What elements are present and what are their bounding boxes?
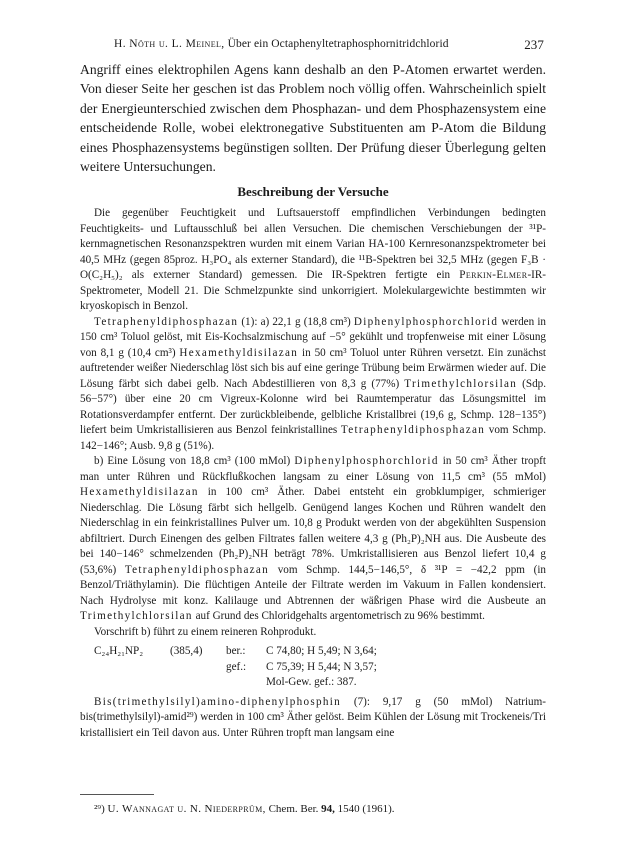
- running-head-text: [114, 38, 449, 50]
- running-head-title: Über ein Octaphenyltetraphosphornitridchlorid: [227, 38, 449, 50]
- analysis-rows: [226, 644, 377, 691]
- analysis-molar-mass: (385,4): [170, 645, 203, 657]
- section-heading: Beschreibung der Versuche: [237, 184, 389, 199]
- analysis-formula: C₂₄H₂₁NP₂: [94, 645, 144, 657]
- compound-name: Diphenylphosphorchlorid: [353, 315, 499, 328]
- compound-name: Tetraphenyldiphosphazan: [124, 563, 270, 576]
- elemental-analysis: [94, 644, 546, 691]
- footnote-marker: ²⁹): [94, 803, 105, 815]
- footnote-pages: 1540 (1961).: [337, 803, 395, 815]
- intro-text: Angriff eines elektrophilen Agens kann deshalb an den P-Atomen erwartet werden. Von dieser Seite her geschen ist das Problem noch völlig offen. Wahrscheinlich spielt der Energieunterschied zwischen dem Phosphazan- und dem Phosphazensystem eine entscheidende Rolle, wobei elektronegative Substituenten am P-Atom die Bildung eines Phosphazensystems begünstigen sollten. Der Prüfung dieser Überlegung gelten weitere Untersuchungen.: [80, 62, 546, 175]
- compound-name: Trimethylchlorsilan: [404, 377, 518, 390]
- compound-name: Bis(trimethylsilyl)amino-diphenylphosphin: [94, 695, 342, 708]
- intro-paragraph: [80, 60, 546, 176]
- compound-name: Hexamethyldisilazan: [80, 486, 199, 498]
- footnote-divider: [80, 794, 154, 795]
- footnote-volume: 94,: [321, 803, 335, 815]
- procedure-note: Vorschrift b) führt zu einem reineren Rohprodukt.: [94, 625, 317, 638]
- procedure-b-paragraph: b) Eine Lösung von 18,8 cm³ (100 mMol) Diphenylphosphorchlorid in 50 cm³ Äther tropft man unter Rühren und Rückflußkochen langsam zu einer Lösung von 11,5 cm³ (55 mMol) Hexamethyldisilazan in 100 cm³ Äther. Dabei entsteht ein grobklumpiger, schmieriger Niederschlag. Die Lösung färbt sich hellgelb. Genügend langes Kochen und Rühren wandelt den Niederschlag in ein feinkristallines Pulver um. 10,8 g Produkt werden von der abgekühlten Suspension abfiltriert. Durch Einengen des gelben Filtrates fallen weitere 4,3 g (Ph₂P)₂NH aus. Die Ausbeute des bei 140−146° schmelzenden (Ph₂P)₂NH beträgt 78%. Umkristallisieren aus Benzol liefert 10,4 g (53,6%) Tetraphenyldiphosphazan vom Schmp. 144,5−146,5°, δ ³¹P = −42,2 ppm (in Benzol/Triäthylamin). Die flüchtigen Anteile der Filtrate werden im Vakuum in Fallen kondensiert. Nach Hydrolyse mit konz. Kalilauge und Abtrennen der wäßrigen Phase wird die Ausbeute an Trimethylchlorsilan auf Grund des Chloridgehalts argentometrisch zu 96% bestimmt.: [80, 455, 546, 622]
- methods-paragraph: Die gegenüber Feuchtigkeit und Luftsauerstoff empfindlichen Verbindungen bedingten Feuchtigkeits- und Luftausschluß bei allen Versuchen. Die chemischen Verschiebungen der ³¹P-kernmagnetischen Resonanzspektren wurden mit einem Varian HA-100 Kernresonanzspektrometer bei 40,5 MHz (gegen 85proz. H₃PO₄ als externer Standard), die ¹¹B-Spektren bei 32,5 MHz (gegen F₃B · O(C₂H₅)₂ als externer Standard) gemessen. Die IR-Spektren fertigte ein Perkin-Elmer-IR-Spektrometer, Modell 21. Die Schmelzpunkte sind unkorrigiert. Molekulargewichte bestimmten wir kryoskopisch in Benzol.: [80, 207, 546, 312]
- footnote-29: [94, 802, 546, 816]
- footnote-authors: U. Wannagat u. N. Niederprüm,: [107, 803, 266, 815]
- analysis-row: gef.: C 75,39; H 5,44; N 3,57;: [226, 660, 377, 673]
- procedure-7-paragraph: Bis(trimethylsilyl)amino-diphenylphosphin (7): 9,17 g (50 mMol) Natrium-bis(trimethylsilyl)-amid²⁹) werden in 100 cm³ Äther gelöst. Beim Kühlen der Lösung mit Trockeneis/Tri kristallisiert ein Teil davon aus. Unter Rühren tropft man langsam eine: [80, 695, 546, 739]
- footnote-journal: Chem. Ber.: [268, 803, 319, 815]
- analysis-row: Mol-Gew. gef.: 387.: [266, 676, 357, 688]
- spectrometer-brand: Perkin-Elmer: [459, 269, 528, 281]
- procedure-a-paragraph: Tetraphenyldiphosphazan (1): a) 22,1 g (18,8 cm³) Diphenylphosphorchlorid werden in 150 cm³ Toluol gelöst, mit Eis-Kochsalzmischung auf −5° gekühlt und tropfenweise mit einer Lösung von 8,1 g (10,4 cm³) Hexamethyldisilazan in 50 cm³ Toluol unter Rühren versetzt. Ein zunächst auftretender weißer Niederschlag löst sich bis auf eine geringe Trübung beim Erwärmen wieder auf. Die Lösung färbt sich dabei gelb. Nach Abdestillieren von 8,3 g (77%) Trimethylchlorsilan (Sdp. 56−57°) über eine 20 cm Vigreux-Kolonne wird bei Raumtemperatur das Lösungsmittel im Rotationsverdampfer entfernt. Der zurückbleibende, gelbliche Kristallbrei (19,6 g, Schmp. 128−135°) liefert beim Umkristallisieren aus Benzol feinkristallines Tetraphenyldiphosphazan vom Schmp. 142−146°; Ausb. 9,8 g (51%).: [80, 315, 547, 452]
- page-number: 237: [524, 37, 544, 52]
- running-head-authors: H. Nöth u. L. Meinel,: [114, 38, 225, 50]
- compound-name: Trimethylchlorsilan: [80, 610, 193, 622]
- compound-name: Hexamethyldisilazan: [179, 346, 299, 359]
- compound-name: Tetraphenyldiphosphazan: [340, 424, 486, 436]
- analysis-row: ber.: C 74,80; H 5,49; N 3,64;: [226, 645, 377, 657]
- experimental-body: [80, 206, 546, 741]
- compound-name: Diphenylphosphorchlorid: [294, 455, 439, 467]
- compound-name: Tetraphenyldiphosphazan: [94, 315, 239, 328]
